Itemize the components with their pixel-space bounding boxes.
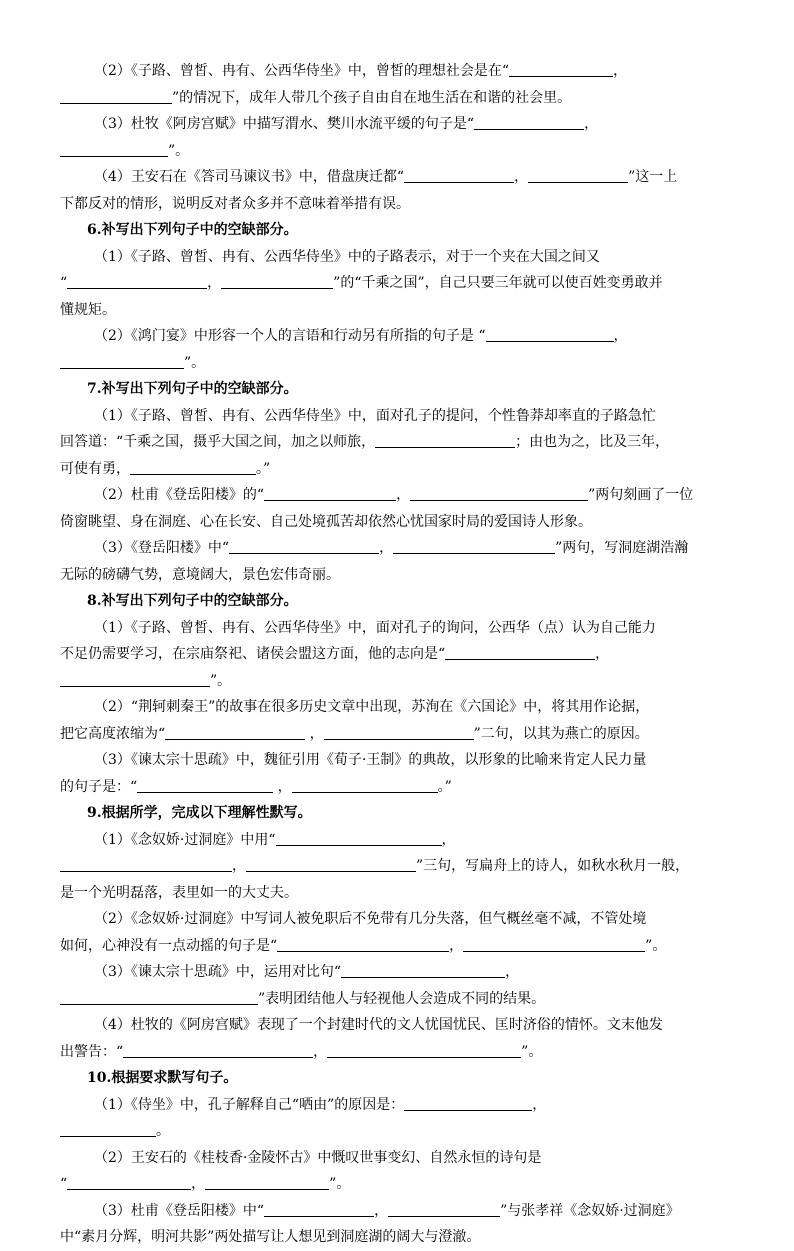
text: ”表明团结他人与轻视他人会造成不同的结果。 [258, 990, 546, 1007]
q7-2-line1 [60, 482, 736, 509]
worksheet [60, 58, 736, 1251]
punct: ， [191, 1176, 206, 1192]
q6-2-line2 [60, 350, 736, 377]
answer-blank[interactable] [327, 1041, 521, 1058]
q7-1-line3 [60, 456, 736, 483]
section-7-heading [60, 376, 736, 403]
q8-2-line2 [60, 721, 736, 748]
answer-blank[interactable] [67, 272, 207, 289]
answer-blank[interactable] [404, 166, 514, 183]
q9-3-line1 [60, 959, 736, 986]
q5-3-line2 [60, 138, 736, 165]
text: 是一个光明磊落，表里如一的大丈夫。 [60, 884, 298, 901]
text: ”。 [521, 1043, 543, 1060]
q5-2-line2 [60, 85, 736, 112]
text: （1）《侍坐》中，孔子解释自己“哂由”的原因是： [94, 1096, 405, 1113]
punct: ， [273, 778, 292, 795]
answer-blank[interactable] [388, 1200, 500, 1217]
text: ”。 [645, 937, 667, 954]
q8-3-line1 [60, 747, 736, 774]
section-10-heading [60, 1065, 736, 1092]
q7-1-line2 [60, 429, 736, 456]
text: （3）杜甫《登岳阳楼》中“ [94, 1202, 265, 1219]
text: ”。 [329, 1176, 351, 1192]
answer-blank[interactable] [474, 113, 584, 130]
text: 。” [437, 778, 452, 795]
text: 中“素月分辉，明河共影”两处描写让人想见到洞庭湖的阔大与澄澈。 [60, 1229, 481, 1245]
text: ”二句，以其为燕亡的原因。 [473, 725, 649, 742]
answer-blank[interactable] [292, 776, 438, 793]
text: （4）王安石在《答司马谏议书》中，借盘庚迁都“ [94, 169, 405, 185]
answer-blank[interactable] [60, 87, 172, 104]
text: 倚窗眺望、身在洞庭、心在长安、自己处境孤苦却依然心忧国家时局的爱国诗人形象。 [60, 513, 592, 530]
punct: ， [396, 487, 411, 503]
text: 。” [256, 460, 271, 477]
text: ”。 [184, 354, 206, 371]
text: ”两句，写洞庭湖浩瀚 [555, 540, 689, 556]
text: ”。 [210, 672, 232, 689]
text: （1）《子路、曾皙、冉有、公西华侍坐》中，面对孔子的提问，个性鲁莽却率直的子路急忙 [94, 407, 656, 424]
punct: ， [584, 116, 599, 132]
q8-3-line2 [60, 774, 736, 801]
q6-1-line2 [60, 270, 736, 297]
text: （4）杜牧的《阿房宫赋》表现了一个封建时代的文人忧国忧民、匡时济俗的情怀。文末他发 [94, 1017, 663, 1033]
q10-2-line2 [60, 1171, 736, 1198]
text: 如何，心神没有一点动摇的句子是“ [60, 937, 278, 954]
text: ；由也为之，比及三年， [515, 434, 670, 450]
q9-4-line1 [60, 1012, 736, 1039]
q7-2-line2 [60, 509, 736, 536]
text: （1）《念奴娇·过洞庭》中用“ [94, 831, 276, 848]
answer-blank[interactable] [324, 723, 474, 740]
text: 的句子是：“ [60, 778, 138, 795]
answer-blank[interactable] [229, 537, 379, 554]
text: （2）《念奴娇·过洞庭》中写词人被免职后不免带有几分失落，但气概丝毫不减，不管处境 [94, 911, 647, 927]
answer-blank[interactable] [60, 670, 210, 687]
text: （2）王安石的《桂枝香·金陵怀古》中慨叹世事变幻、自然永恒的诗句是 [94, 1149, 542, 1166]
q9-1-line1 [60, 827, 736, 854]
answer-blank[interactable] [246, 855, 416, 872]
answer-blank[interactable] [393, 537, 555, 554]
punct: ， [613, 328, 628, 344]
q10-3-line2 [60, 1224, 736, 1251]
punct: ， [449, 937, 464, 954]
answer-blank[interactable] [205, 1173, 329, 1190]
punct: ， [514, 169, 529, 185]
q5-4-line2 [60, 191, 736, 218]
answer-blank[interactable] [463, 935, 645, 952]
text: （1）《子路、曾皙、冉有、公西华侍坐》中，面对孔子的询问，公西华（点）认为自己能力 [94, 619, 656, 636]
answer-blank[interactable] [60, 988, 258, 1005]
text: 6.补写出下列句子中的空缺部分。 [87, 222, 298, 238]
q5-4-line1 [60, 164, 736, 191]
text: 回答道：“千乘之国，摄乎大国之间，加之以师旅， [60, 434, 376, 450]
text: 7.补写出下列句子中的空缺部分。 [87, 381, 298, 397]
q7-1-line1 [60, 403, 736, 430]
q5-2-line1 [60, 58, 736, 85]
answer-blank[interactable] [410, 484, 588, 501]
answer-blank[interactable] [67, 1173, 191, 1190]
answer-blank[interactable] [404, 1094, 532, 1111]
text: ”这一上 [628, 169, 678, 185]
text: （3）杜牧《阿房宫赋》中描写渭水、樊川水流平缓的句子是“ [94, 116, 475, 132]
q10-2-line1 [60, 1145, 736, 1172]
text: ”三句，写扁舟上的诗人，如秋水秋月一般， [416, 858, 690, 874]
answer-blank[interactable] [60, 352, 184, 369]
text: ”两句刻画了一位 [588, 487, 694, 503]
q8-1-line1 [60, 615, 736, 642]
punct: “ [60, 1176, 68, 1192]
text: 把它高度浓缩为“ [60, 725, 166, 742]
answer-blank[interactable] [60, 140, 168, 157]
text: （1）《子路、曾皙、冉有、公西华侍坐》中的子路表示，对于一个夹在大国之间又 [94, 248, 600, 265]
text: （2）“荆轲刺秦王”的故事在很多历史文章中出现，苏洵在《六国论》中，将其用作论据， [94, 699, 650, 715]
text: 下都反对的情形，说明反对者众多并不意味着举措有误。 [60, 195, 410, 212]
text: ”的情况下，成年人带几个孩子自由自在地生活在和谐的社会里。 [172, 89, 572, 106]
punct: ， [313, 1043, 328, 1060]
text: （3）《谏太宗十思疏》中，运用对比句“ [94, 964, 342, 980]
q9-2-line2 [60, 933, 736, 960]
punct: ， [613, 63, 628, 79]
section-8-heading [60, 588, 736, 615]
punct: ， [379, 540, 394, 556]
punct: ， [374, 1202, 389, 1219]
text: 不足仍需要学习，在宗庙祭祀、诸侯会盟这方面，他的志向是“ [60, 646, 446, 662]
q10-1-line1 [60, 1092, 736, 1119]
text: 出警告：“ [60, 1043, 124, 1060]
q9-1-line3 [60, 880, 736, 907]
answer-blank[interactable] [276, 829, 442, 846]
text: 可使有勇， [60, 460, 130, 477]
q8-2-line1 [60, 694, 736, 721]
text: （3）《谏太宗十思疏》中，魏征引用《荀子·王制》的典故，以形象的比喻来肯定人民力量 [94, 752, 647, 768]
answer-blank[interactable] [60, 855, 232, 872]
text: （2）杜甫《登岳阳楼》的“ [94, 487, 265, 503]
text: 9.根据所学，完成以下理解性默写。 [87, 805, 312, 821]
answer-blank[interactable] [264, 1200, 374, 1217]
answer-blank[interactable] [341, 961, 505, 978]
q6-2-line1 [60, 323, 736, 350]
answer-blank[interactable] [445, 643, 595, 660]
text: （2）《子路、曾皙、冉有、公西华侍坐》中，曾皙的理想社会是在“ [94, 63, 510, 79]
q9-1-line2 [60, 853, 736, 880]
punct: “ [60, 275, 68, 291]
q6-1-line3 [60, 297, 736, 324]
answer-blank[interactable] [486, 325, 614, 342]
q9-2-line1 [60, 906, 736, 933]
section-6-heading [60, 217, 736, 244]
q8-1-line3 [60, 668, 736, 695]
punct: ， [532, 1096, 547, 1113]
q7-3-line2 [60, 562, 736, 589]
text: 10.根据要求默写句子。 [87, 1070, 238, 1086]
text: ”。 [168, 142, 190, 159]
q9-3-line2 [60, 986, 736, 1013]
answer-blank[interactable] [264, 484, 396, 501]
q6-1-line1 [60, 244, 736, 271]
text: ”与张孝祥《念奴娇·过洞庭》 [500, 1202, 680, 1219]
answer-blank[interactable] [130, 458, 256, 475]
punct: ， [441, 831, 456, 848]
punct: ， [207, 275, 222, 291]
q7-3-line1 [60, 535, 736, 562]
answer-blank[interactable] [165, 723, 305, 740]
text: 懂规矩。 [60, 301, 116, 318]
answer-blank[interactable] [123, 1041, 313, 1058]
answer-blank[interactable] [528, 166, 628, 183]
text: （3）《登岳阳楼》中“ [94, 540, 230, 556]
punct: ， [305, 725, 324, 742]
punct: ， [595, 646, 610, 662]
section-9-heading [60, 800, 736, 827]
answer-blank[interactable] [221, 272, 333, 289]
text: ”的“千乘之国”，自己只要三年就可以使百姓变勇敢并 [333, 275, 663, 291]
q10-1-line2 [60, 1118, 736, 1145]
q9-4-line2 [60, 1039, 736, 1066]
q8-1-line2 [60, 641, 736, 668]
answer-blank[interactable] [509, 60, 613, 77]
punct: ， [232, 858, 246, 874]
punct: ， [505, 964, 520, 980]
text: 8.补写出下列句子中的空缺部分。 [87, 593, 298, 609]
answer-blank[interactable] [277, 935, 449, 952]
answer-blank[interactable] [375, 431, 515, 448]
q10-3-line1 [60, 1198, 736, 1225]
text: 无际的磅礴气势，意境阔大，景色宏伟奇丽。 [60, 566, 340, 583]
q5-3-line1 [60, 111, 736, 138]
answer-blank[interactable] [137, 776, 273, 793]
text: （2）《鸿门宴》中形容一个人的言语和行动另有所指的句子是 “ [94, 328, 486, 344]
text: 。 [156, 1123, 170, 1139]
